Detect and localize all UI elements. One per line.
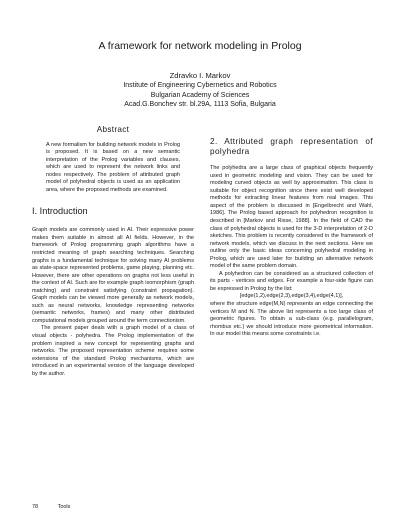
paper-title: A framework for network modeling in Prolog — [98, 40, 302, 52]
author-block — [0, 71, 400, 110]
intro-paragraph: Graph models are commonly used in AI. Their expressive power makes them suitable in almost all AI fields. However, in the framework of Prolog programming graph algorithms have a restricted meaning of graph searching techniques. Searching graphs is a fundamental technique for solving many AI problems as state-space represented problems, game playing, planning etc. However, there are other operations on graphs not less useful in the context of AI. Such are for example graph isomorphism (graph matching) and constraint satisfying (constraint propagation). Graph models can be viewed more generally as network models, such as neural networks, knowledge representing networks (semantic networks, frames) and many other distributed computational models grouped around the term connectionism. — [32, 227, 194, 324]
page-footer — [32, 504, 88, 510]
footer-section-label: Tools — [57, 504, 71, 510]
prolog-list-formula: [edge(1,2),edge(2,3),edge(3,4),edge(4,1)], — [239, 293, 344, 300]
body-paragraph: A polyhedron can be considered as a structured collection of its parts - vertices and edges. For example a four-side figure can be expressed in Prolog by the list: — [210, 270, 373, 292]
abstract-heading: Abstract — [96, 125, 130, 134]
intro-paragraph: The present paper deals with a graph model of a class of visual objects - polyhedra. The Prolog implementation of the problem inspired a new concept for representing graphs and networks. The proposed representation scheme requires some extensions of the standard Prolog mechanisms, which are introduced in an experimental version of the language developed by the author. — [32, 325, 194, 377]
page-number: 78 — [32, 504, 39, 510]
section-heading-introduction: I. Introduction — [32, 206, 88, 217]
affiliation-line: Institute of Engineering Cybernetics and Robotics — [123, 81, 277, 89]
author-name: Zdravko I. Markov — [169, 71, 231, 80]
abstract-text: A new formalism for building network models in Prolog is proposed. It is based on a new semantic interpretation of the Prolog variables and clauses, which are used to represent the network links and nodes respectively. The problem of attributed graph model of polyhedral objects is used as an application area, where the proposed methods are examined. — [46, 141, 180, 193]
body-paragraph: where the structure edge(M,N) represents an edge connecting the vertices M and N. The above list represents a too large class of geometric figures. To obtain a sub-class (e.g. parallelogram, rhombus etc.) we should introduce more geometrical information. In our model this means some constraints i.e. — [210, 301, 373, 338]
right-column — [210, 126, 373, 339]
affiliation-line: Bulgarian Academy of Sciences — [150, 91, 250, 99]
left-column — [32, 126, 194, 378]
affiliation-line: Acad.G.Bonchev str. bl.29A, 1113 Sofia, Bulgaria — [124, 101, 276, 109]
section-heading-graph-representation: 2. Attributed graph representation of polyhedra — [210, 137, 373, 156]
body-paragraph: The polyhedra are a large class of graphical objects frequently used in geometric modeling and vision. They can be used for modeling curved objects as well by approximation. This class is suitable for object recognition since there exist well developed methods for extracting linear features from real images. This aspect of the problem is discussed in [Engelbrecht and Wahl, 1986]. The Prolog based approach for polyhedron recognition is described in [Markov and Risse, 1988]. In the field of CAD the class of polyhedral objects is used for the 3-D interpretation of 2-D sketches. This problem is recently considered in the framework of network models, which we discuss in the next sections. Here we outline only the basic ideas concerning polyhedral modeling in Prolog, which are used later for building an alternative network model of the same problem domain. — [210, 165, 373, 270]
